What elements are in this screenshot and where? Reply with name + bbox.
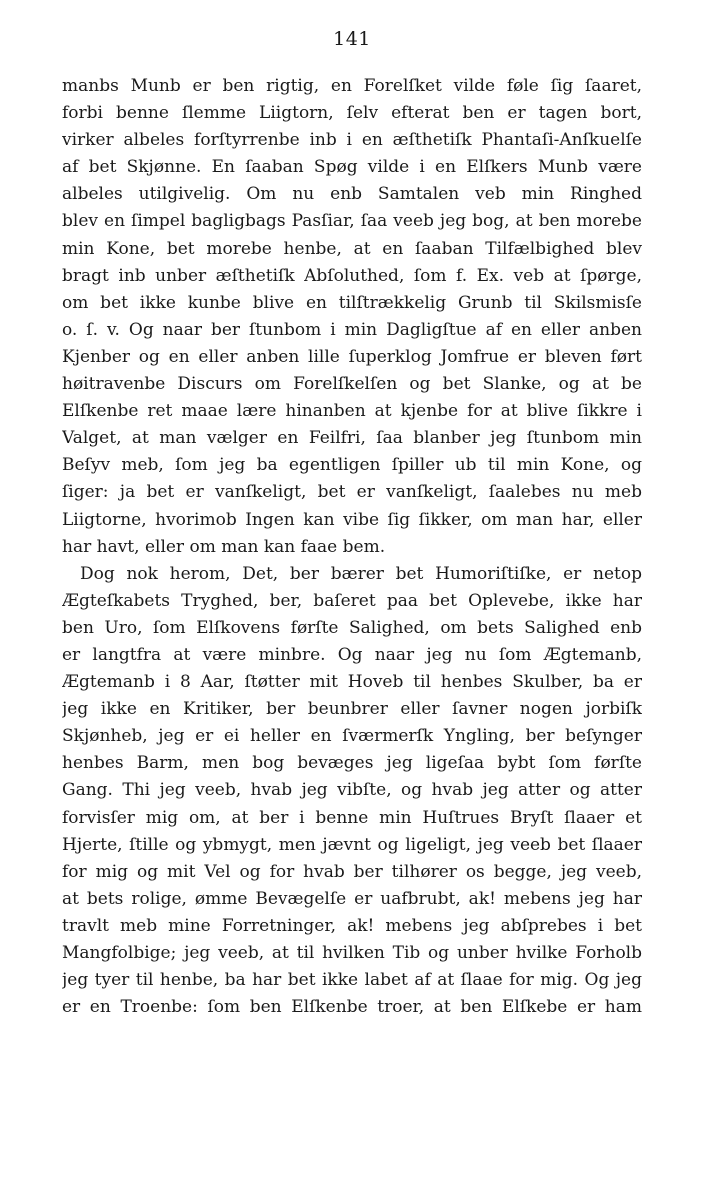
text-line: jeg ikke en Kritiker, ber beunbrer eller ſavner nogen jorbiſk [62, 699, 642, 720]
text-line: Ægtemanb i 8 Aar, ſtøtter mit Hoveb til henbes Skulber, ba er [62, 672, 642, 693]
text-line: Liigtorne, hvorimob Ingen kan vibe ſig ſikker, om man har, eller [62, 509, 642, 530]
text-line: høitravenbe Discurs om Forelſkelſen og bet Slanke, og at be [62, 374, 642, 395]
text-line: om bet ikke kunbe blive en tilſtrækkelig Grunb til Skilsmisſe [62, 292, 642, 313]
text-line: albeles utilgivelig. Om nu enb Samtalen veb min Ringhed [62, 184, 642, 205]
text-line: Hjerte, ſtille og ybmygt, men jævnt og ligeligt, jeg veeb bet ſlaaer [62, 834, 642, 855]
text-line: at bets rolige, ømme Bevægelſe er uafbrubt, ak! mebens jeg har [62, 888, 642, 909]
text-line: virker albeles forſtyrrenbe inb i en æſthetiſk Phantaſi-Anſkuelſe [62, 130, 642, 151]
text-line: manbs Munb er ben rigtig, en Forelſket vilde føle ſig ſaaret, [62, 76, 642, 96]
text-line: o. ſ. v. Og naar ber ſtunbom i min Dagligſtue af en eller anben [62, 319, 642, 340]
text-line: ſiger: ja bet er vanſkeligt, bet er vanſkeligt, ſaalebes nu meb [62, 482, 642, 503]
text-line: forbi benne ſlemme Liigtorn, ſelv efterat ben er tagen bort, [62, 103, 642, 124]
text-line: Dog nok herom, Det, ber bærer bet Humoriſtiſke, er netop [80, 563, 642, 584]
text-line: af bet Skjønne. En ſaaban Spøg vilde i en Elſkers Munb være [62, 157, 642, 178]
text-line: Valget, at man vælger en Feilfri, ſaa blanber jeg ſtunbom min [62, 428, 642, 449]
text-line: har havt, eller om man kan faae bem. [62, 536, 386, 557]
text-line: blev en ſimpel bagligbags Pasſiar, ſaa veeb jeg bog, at ben morebe [62, 211, 642, 232]
text-line: Ægteſkabets Tryghed, ber, baſeret paa bet Oplevebe, ikke har [62, 590, 642, 611]
text-line: Gang. Thi jeg veeb, hvab jeg vibſte, og hvab jeg atter og atter [62, 780, 642, 801]
text-line: henbes Barm, men bog bevæges jeg ligeſaa bybt ſom førſte [62, 753, 642, 774]
page-number: 141 [333, 28, 371, 50]
text-line: Kjenber og en eller anben lille ſuperklog Jomfrue er bleven ført [62, 346, 642, 367]
text-line: er langtfra at være minbre. Og naar jeg nu ſom Ægtemanb, [62, 644, 642, 665]
text-line: ben Uro, ſom Elſkovens førſte Salighed, om bets Salighed enb [62, 617, 642, 638]
text-line: for mig og mit Vel og for hvab ber tilhører os begge, jeg veeb, [62, 861, 642, 882]
text-line: travlt meb mine Forretninger, ak! mebens jeg abſprebes i bet [62, 915, 642, 936]
text-line: min Kone, bet morebe henbe, at en ſaaban Tilfælbighed blev [62, 238, 642, 259]
text-line: forvisſer mig om, at ber i benne min Huſtrues Bryſt ſlaaer et [62, 807, 642, 828]
text-line: Mangfolbige; jeg veeb, at til hvilken Tib og unber hvilke Forholb [62, 943, 642, 963]
text-line: er en Troenbe: ſom ben Elſkenbe troer, at ben Elſkebe er ham [62, 997, 642, 1018]
text-line: jeg tyer til henbe, ba har bet ikke labet af at ſlaae for mig. Og jeg [62, 970, 642, 991]
text-line: bragt inb unber æſthetiſk Abſoluthed, ſom f. Ex. veb at ſpørge, [62, 265, 642, 286]
body-text [62, 73, 642, 1021]
text-line: Elſkenbe ret maae lære hinanben at kjenbe for at blive ſikkre i [62, 401, 642, 422]
text-line: Skjønheb, jeg er ei heller en ſværmerſk Yngling, ber beſynger [62, 726, 642, 747]
text-line: Beſyv meb, ſom jeg ba egentligen ſpiller ub til min Kone, og [62, 455, 642, 476]
